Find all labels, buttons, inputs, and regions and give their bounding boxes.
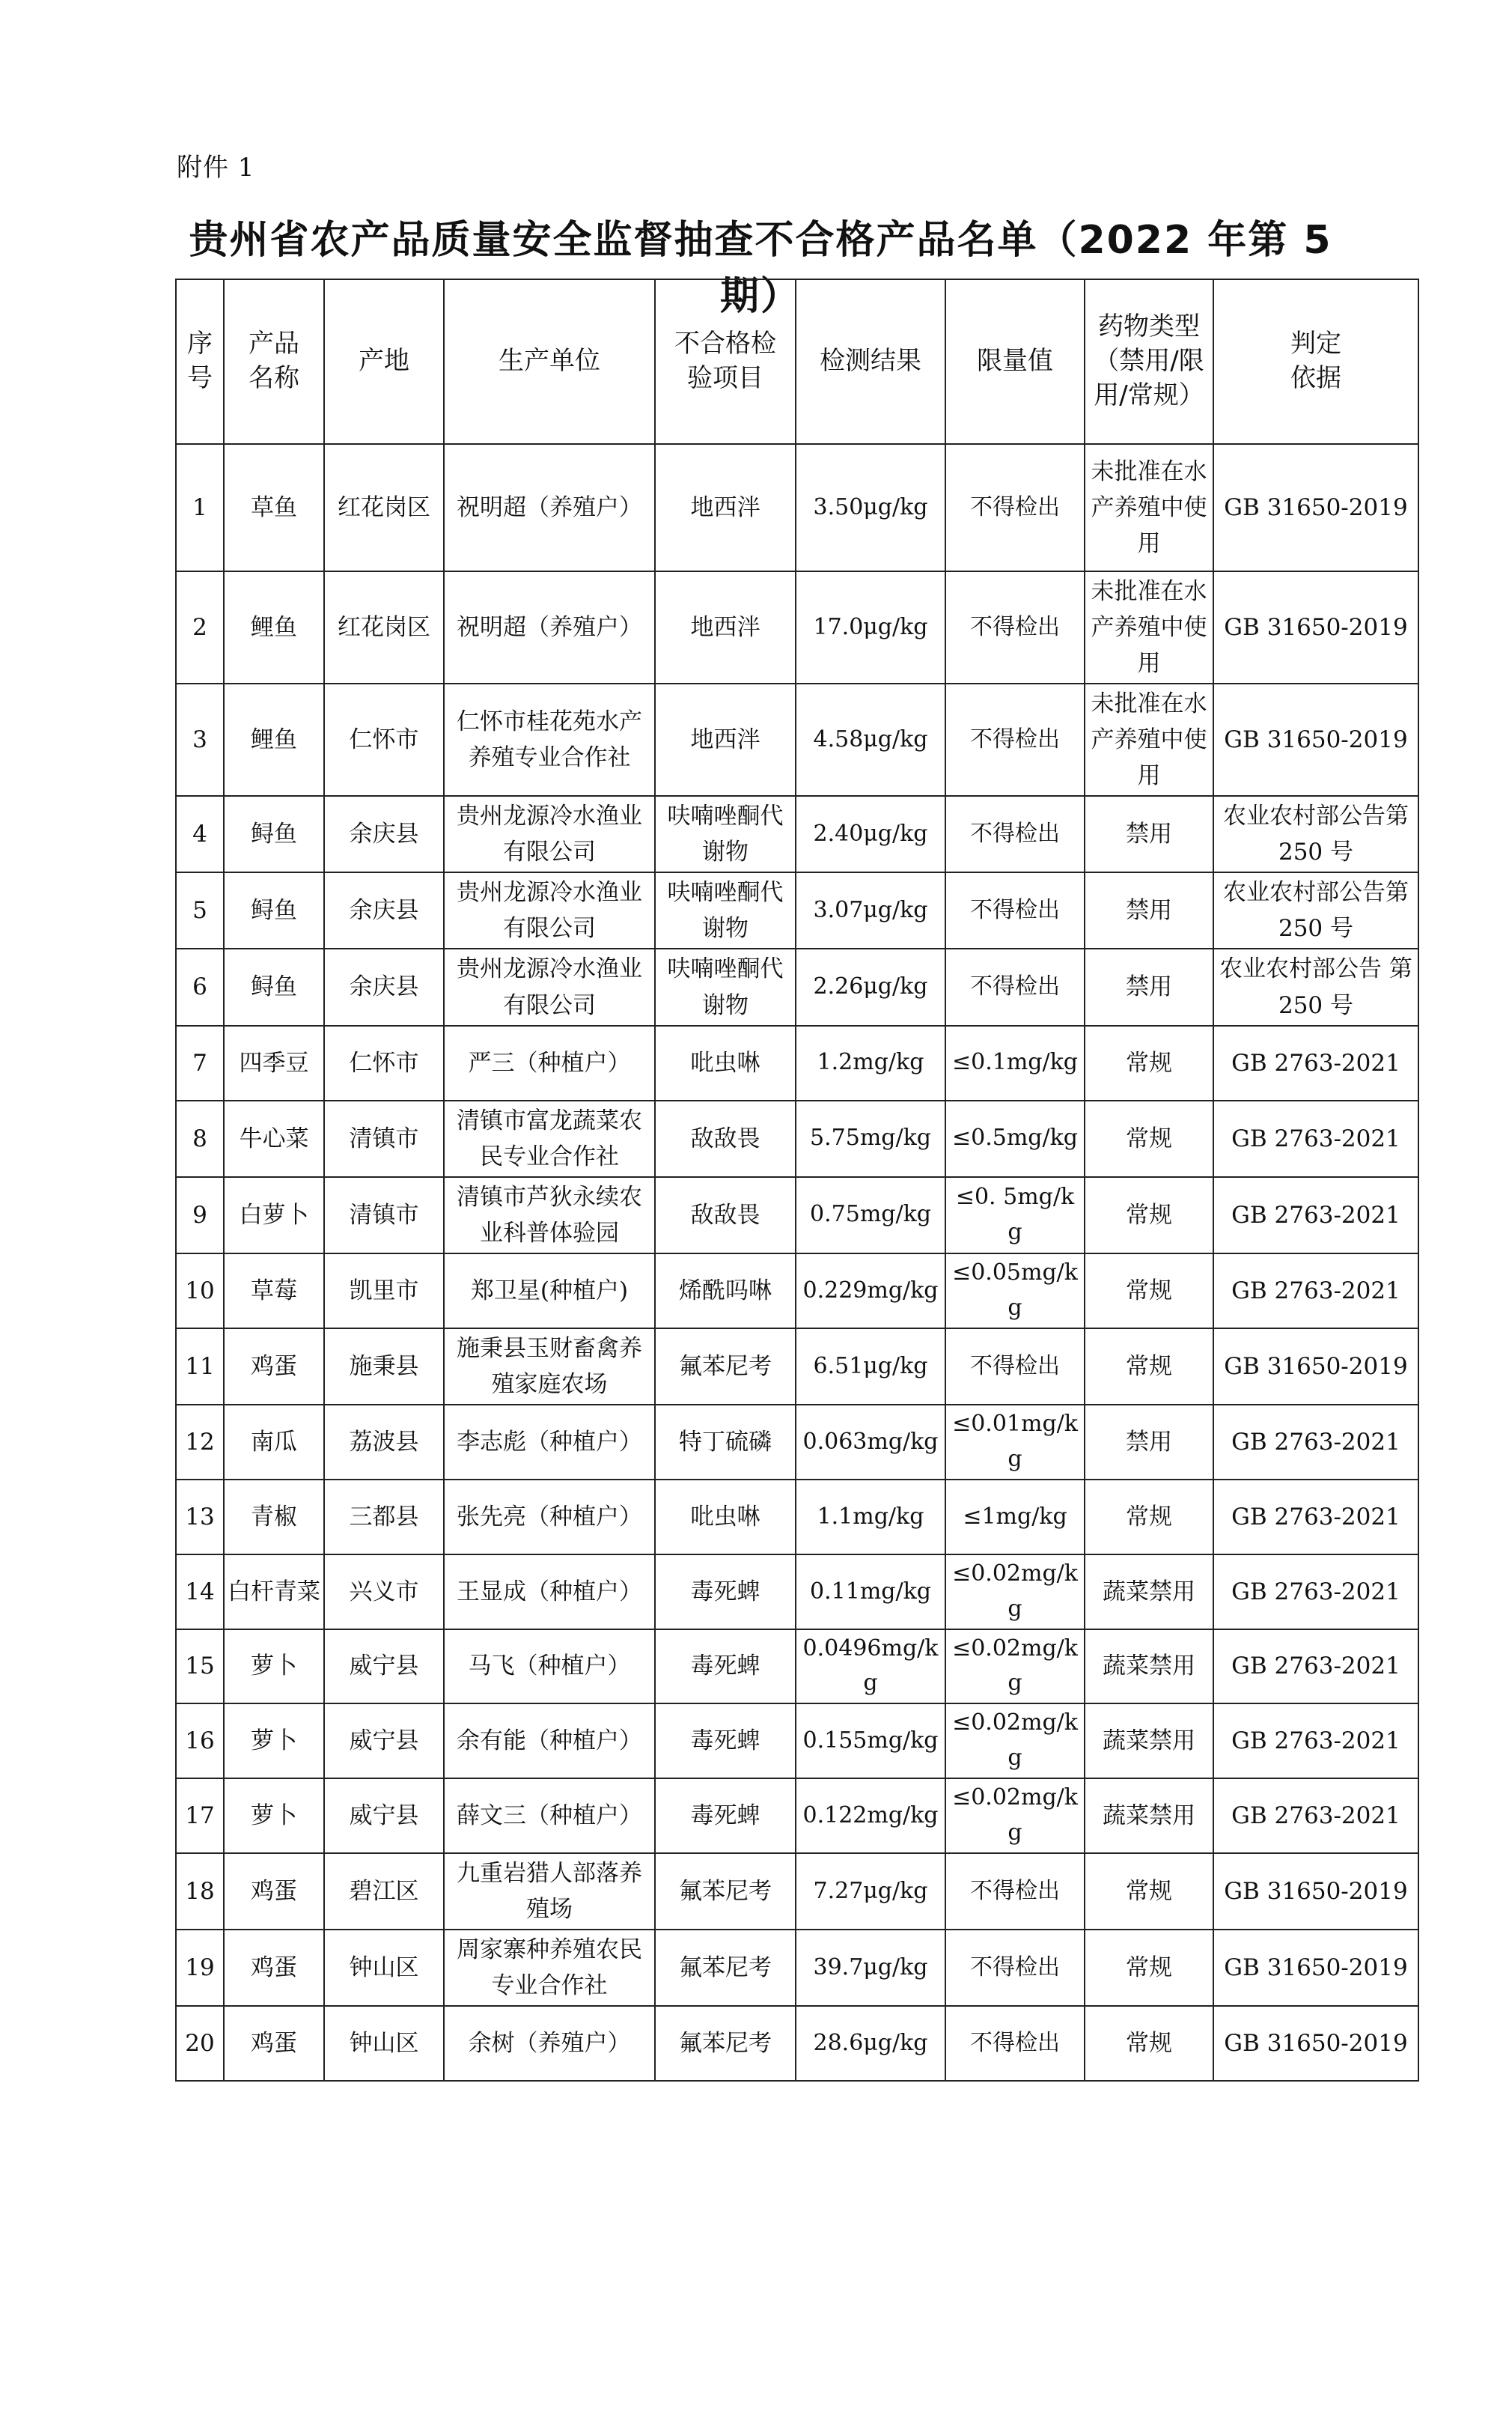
cell-result: 4.58μg/kg [796, 684, 945, 796]
cell-limit: ≤0.05mg/kg [945, 1253, 1085, 1328]
table-row [176, 1026, 1418, 1101]
cell-basis: GB 31650-2019 [1213, 2006, 1418, 2081]
cell-index: 6 [176, 949, 224, 1025]
cell-failed-item: 呋喃唑酮代谢物 [655, 872, 796, 949]
cell-basis: GB 2763-2021 [1213, 1778, 1418, 1853]
header-result: 检测结果 [796, 279, 945, 444]
cell-origin: 碧江区 [324, 1853, 444, 1930]
attachment-label: 附件 1 [177, 153, 255, 183]
cell-drug-type: 常规 [1085, 1253, 1213, 1328]
cell-producer: 贵州龙源冷水渔业有限公司 [444, 796, 655, 872]
cell-origin: 威宁县 [324, 1629, 444, 1703]
cell-result: 0.229mg/kg [796, 1253, 945, 1328]
header-failed-item: 不合格检验项目 [655, 279, 796, 444]
cell-index: 7 [176, 1026, 224, 1101]
table-row [176, 571, 1418, 684]
cell-drug-type: 蔬菜禁用 [1085, 1629, 1213, 1703]
cell-basis: GB 31650-2019 [1213, 684, 1418, 796]
header-index: 序号 [176, 279, 224, 444]
cell-drug-type: 常规 [1085, 2006, 1213, 2081]
cell-failed-item: 氟苯尼考 [655, 1328, 796, 1405]
header-origin: 产地 [324, 279, 444, 444]
cell-producer: 余有能（种植户） [444, 1703, 655, 1778]
cell-failed-item: 毒死蜱 [655, 1778, 796, 1853]
cell-result: 2.26μg/kg [796, 949, 945, 1025]
cell-result: 6.51μg/kg [796, 1328, 945, 1405]
cell-failed-item: 氟苯尼考 [655, 1930, 796, 2006]
cell-failed-item: 呋喃唑酮代谢物 [655, 949, 796, 1025]
cell-result: 3.50μg/kg [796, 444, 945, 571]
cell-result: 17.0μg/kg [796, 571, 945, 684]
cell-failed-item: 毒死蜱 [655, 1554, 796, 1629]
cell-basis: GB 2763-2021 [1213, 1554, 1418, 1629]
cell-result: 0.063mg/kg [796, 1405, 945, 1480]
table-row [176, 444, 1418, 571]
cell-product: 鲟鱼 [224, 872, 324, 949]
cell-failed-item: 氟苯尼考 [655, 2006, 796, 2081]
cell-limit: 不得检出 [945, 571, 1085, 684]
cell-index: 17 [176, 1778, 224, 1853]
cell-product: 鲟鱼 [224, 796, 324, 872]
header-limit: 限量值 [945, 279, 1085, 444]
cell-product: 南瓜 [224, 1405, 324, 1480]
cell-basis: GB 31650-2019 [1213, 1328, 1418, 1405]
cell-limit: 不得检出 [945, 684, 1085, 796]
table-header-row [176, 279, 1418, 444]
cell-failed-item: 特丁硫磷 [655, 1405, 796, 1480]
table-row [176, 1703, 1418, 1778]
cell-origin: 仁怀市 [324, 684, 444, 796]
cell-limit: ≤0.02mg/kg [945, 1703, 1085, 1778]
cell-index: 20 [176, 2006, 224, 2081]
cell-product: 萝卜 [224, 1778, 324, 1853]
cell-producer: 郑卫星(种植户) [444, 1253, 655, 1328]
cell-result: 3.07μg/kg [796, 872, 945, 949]
cell-basis: GB 31650-2019 [1213, 1930, 1418, 2006]
cell-index: 15 [176, 1629, 224, 1703]
cell-failed-item: 烯酰吗啉 [655, 1253, 796, 1328]
cell-origin: 钟山区 [324, 1930, 444, 2006]
cell-failed-item: 吡虫啉 [655, 1026, 796, 1101]
cell-limit: 不得检出 [945, 2006, 1085, 2081]
cell-limit: ≤0. 5mg/kg [945, 1177, 1085, 1253]
cell-index: 19 [176, 1930, 224, 2006]
cell-failed-item: 敌敌畏 [655, 1177, 796, 1253]
cell-producer: 贵州龙源冷水渔业有限公司 [444, 872, 655, 949]
cell-index: 14 [176, 1554, 224, 1629]
page-title: 贵州省农产品质量安全监督抽查不合格产品名单（2022 年第 5 期） [189, 218, 1332, 319]
cell-index: 12 [176, 1405, 224, 1480]
table-row [176, 949, 1418, 1025]
cell-product: 鲤鱼 [224, 571, 324, 684]
cell-result: 1.2mg/kg [796, 1026, 945, 1101]
cell-origin: 凯里市 [324, 1253, 444, 1328]
table-row [176, 1930, 1418, 2006]
cell-result: 0.0496mg/kg [796, 1629, 945, 1703]
cell-producer: 清镇市富龙蔬菜农民专业合作社 [444, 1101, 655, 1177]
cell-limit: 不得检出 [945, 1853, 1085, 1930]
cell-product: 青椒 [224, 1480, 324, 1554]
cell-product: 鲟鱼 [224, 949, 324, 1025]
cell-basis: GB 2763-2021 [1213, 1405, 1418, 1480]
cell-failed-item: 呋喃唑酮代谢物 [655, 796, 796, 872]
cell-index: 3 [176, 684, 224, 796]
cell-drug-type: 蔬菜禁用 [1085, 1778, 1213, 1853]
cell-index: 8 [176, 1101, 224, 1177]
cell-basis: GB 2763-2021 [1213, 1177, 1418, 1253]
cell-producer: 严三（种植户） [444, 1026, 655, 1101]
cell-drug-type: 未批准在水产养殖中使用 [1085, 444, 1213, 571]
cell-origin: 荔波县 [324, 1405, 444, 1480]
cell-limit: ≤0.1mg/kg [945, 1026, 1085, 1101]
table-row [176, 872, 1418, 949]
cell-basis: GB 31650-2019 [1213, 571, 1418, 684]
cell-drug-type: 常规 [1085, 1853, 1213, 1930]
cell-index: 16 [176, 1703, 224, 1778]
table-row [176, 1480, 1418, 1554]
cell-result: 39.7μg/kg [796, 1930, 945, 2006]
cell-drug-type: 常规 [1085, 1177, 1213, 1253]
table-row [176, 1853, 1418, 1930]
cell-origin: 清镇市 [324, 1101, 444, 1177]
cell-basis: 农业农村部公告第 250 号 [1213, 796, 1418, 872]
cell-producer: 贵州龙源冷水渔业有限公司 [444, 949, 655, 1025]
cell-result: 0.11mg/kg [796, 1554, 945, 1629]
cell-product: 四季豆 [224, 1026, 324, 1101]
cell-result: 2.40μg/kg [796, 796, 945, 872]
table-row [176, 1778, 1418, 1853]
cell-index: 5 [176, 872, 224, 949]
cell-producer: 周家寨种养殖农民专业合作社 [444, 1930, 655, 2006]
cell-producer: 仁怀市桂花苑水产养殖专业合作社 [444, 684, 655, 796]
cell-result: 28.6μg/kg [796, 2006, 945, 2081]
header-drug-type: 药物类型（禁用/限用/常规） [1085, 279, 1213, 444]
table-body [176, 444, 1418, 2081]
cell-drug-type: 禁用 [1085, 949, 1213, 1025]
cell-producer: 马飞（种植户） [444, 1629, 655, 1703]
cell-result: 7.27μg/kg [796, 1853, 945, 1930]
cell-limit: 不得检出 [945, 1930, 1085, 2006]
cell-basis: 农业农村部公告 第 250 号 [1213, 949, 1418, 1025]
cell-drug-type: 禁用 [1085, 872, 1213, 949]
cell-producer: 王显成（种植户） [444, 1554, 655, 1629]
cell-limit: 不得检出 [945, 796, 1085, 872]
cell-limit: ≤0.5mg/kg [945, 1101, 1085, 1177]
cell-product: 白杆青菜 [224, 1554, 324, 1629]
cell-failed-item: 毒死蜱 [655, 1703, 796, 1778]
cell-origin: 仁怀市 [324, 1026, 444, 1101]
table-row [176, 1554, 1418, 1629]
cell-origin: 余庆县 [324, 872, 444, 949]
cell-product: 萝卜 [224, 1703, 324, 1778]
cell-origin: 红花岗区 [324, 444, 444, 571]
cell-limit: 不得检出 [945, 949, 1085, 1025]
cell-origin: 余庆县 [324, 796, 444, 872]
cell-failed-item: 地西泮 [655, 571, 796, 684]
cell-index: 18 [176, 1853, 224, 1930]
cell-product: 草莓 [224, 1253, 324, 1328]
cell-failed-item: 敌敌畏 [655, 1101, 796, 1177]
cell-limit: 不得检出 [945, 1328, 1085, 1405]
cell-product: 草鱼 [224, 444, 324, 571]
header-producer: 生产单位 [444, 279, 655, 444]
cell-index: 4 [176, 796, 224, 872]
cell-failed-item: 氟苯尼考 [655, 1853, 796, 1930]
cell-producer: 施秉县玉财畜禽养殖家庭农场 [444, 1328, 655, 1405]
cell-drug-type: 常规 [1085, 1480, 1213, 1554]
cell-producer: 祝明超（养殖户） [444, 444, 655, 571]
table-row [176, 1253, 1418, 1328]
cell-limit: 不得检出 [945, 444, 1085, 571]
cell-result: 5.75mg/kg [796, 1101, 945, 1177]
cell-limit: ≤0.02mg/kg [945, 1778, 1085, 1853]
cell-product: 鸡蛋 [224, 1328, 324, 1405]
table-row [176, 1177, 1418, 1253]
cell-result: 1.1mg/kg [796, 1480, 945, 1554]
cell-drug-type: 常规 [1085, 1101, 1213, 1177]
cell-product: 鲤鱼 [224, 684, 324, 796]
table-row [176, 2006, 1418, 2081]
cell-result: 0.155mg/kg [796, 1703, 945, 1778]
cell-origin: 钟山区 [324, 2006, 444, 2081]
cell-basis: GB 2763-2021 [1213, 1026, 1418, 1101]
cell-result: 0.75mg/kg [796, 1177, 945, 1253]
noncompliant-products-table [175, 279, 1419, 2082]
header-basis: 判定依据 [1213, 279, 1418, 444]
cell-origin: 清镇市 [324, 1177, 444, 1253]
cell-limit: ≤1mg/kg [945, 1480, 1085, 1554]
cell-basis: GB 2763-2021 [1213, 1253, 1418, 1328]
cell-origin: 余庆县 [324, 949, 444, 1025]
cell-basis: GB 2763-2021 [1213, 1629, 1418, 1703]
table-row [176, 1405, 1418, 1480]
cell-origin: 三都县 [324, 1480, 444, 1554]
cell-origin: 红花岗区 [324, 571, 444, 684]
cell-drug-type: 未批准在水产养殖中使用 [1085, 571, 1213, 684]
cell-producer: 薛文三（种植户） [444, 1778, 655, 1853]
cell-index: 10 [176, 1253, 224, 1328]
cell-origin: 威宁县 [324, 1703, 444, 1778]
cell-basis: GB 2763-2021 [1213, 1480, 1418, 1554]
cell-basis: GB 31650-2019 [1213, 444, 1418, 571]
table-row [176, 1101, 1418, 1177]
cell-drug-type: 禁用 [1085, 796, 1213, 872]
header-product: 产品名称 [224, 279, 324, 444]
cell-limit: ≤0.02mg/kg [945, 1554, 1085, 1629]
cell-failed-item: 吡虫啉 [655, 1480, 796, 1554]
cell-producer: 张先亮（种植户） [444, 1480, 655, 1554]
cell-producer: 清镇市芦狄永续农业科普体验园 [444, 1177, 655, 1253]
table-row [176, 796, 1418, 872]
cell-product: 萝卜 [224, 1629, 324, 1703]
cell-producer: 余树（养殖户） [444, 2006, 655, 2081]
cell-origin: 威宁县 [324, 1778, 444, 1853]
cell-product: 鸡蛋 [224, 1930, 324, 2006]
table-row [176, 1328, 1418, 1405]
cell-basis: 农业农村部公告第 250 号 [1213, 872, 1418, 949]
cell-index: 2 [176, 571, 224, 684]
cell-drug-type: 蔬菜禁用 [1085, 1703, 1213, 1778]
cell-drug-type: 禁用 [1085, 1405, 1213, 1480]
cell-drug-type: 未批准在水产养殖中使用 [1085, 684, 1213, 796]
cell-drug-type: 常规 [1085, 1930, 1213, 2006]
cell-drug-type: 常规 [1085, 1328, 1213, 1405]
cell-failed-item: 地西泮 [655, 684, 796, 796]
cell-limit: ≤0.02mg/kg [945, 1629, 1085, 1703]
cell-failed-item: 地西泮 [655, 444, 796, 571]
cell-failed-item: 毒死蜱 [655, 1629, 796, 1703]
cell-limit: 不得检出 [945, 872, 1085, 949]
table-row [176, 684, 1418, 796]
cell-origin: 兴义市 [324, 1554, 444, 1629]
cell-index: 9 [176, 1177, 224, 1253]
cell-index: 11 [176, 1328, 224, 1405]
cell-drug-type: 常规 [1085, 1026, 1213, 1101]
cell-limit: ≤0.01mg/kg [945, 1405, 1085, 1480]
cell-index: 1 [176, 444, 224, 571]
cell-producer: 祝明超（养殖户） [444, 571, 655, 684]
cell-product: 鸡蛋 [224, 1853, 324, 1930]
cell-basis: GB 2763-2021 [1213, 1703, 1418, 1778]
cell-product: 白萝卜 [224, 1177, 324, 1253]
cell-origin: 施秉县 [324, 1328, 444, 1405]
cell-product: 牛心菜 [224, 1101, 324, 1177]
cell-basis: GB 31650-2019 [1213, 1853, 1418, 1930]
cell-drug-type: 蔬菜禁用 [1085, 1554, 1213, 1629]
cell-result: 0.122mg/kg [796, 1778, 945, 1853]
cell-basis: GB 2763-2021 [1213, 1101, 1418, 1177]
cell-producer: 九重岩猎人部落养殖场 [444, 1853, 655, 1930]
cell-product: 鸡蛋 [224, 2006, 324, 2081]
cell-index: 13 [176, 1480, 224, 1554]
cell-producer: 李志彪（种植户） [444, 1405, 655, 1480]
table-row [176, 1629, 1418, 1703]
